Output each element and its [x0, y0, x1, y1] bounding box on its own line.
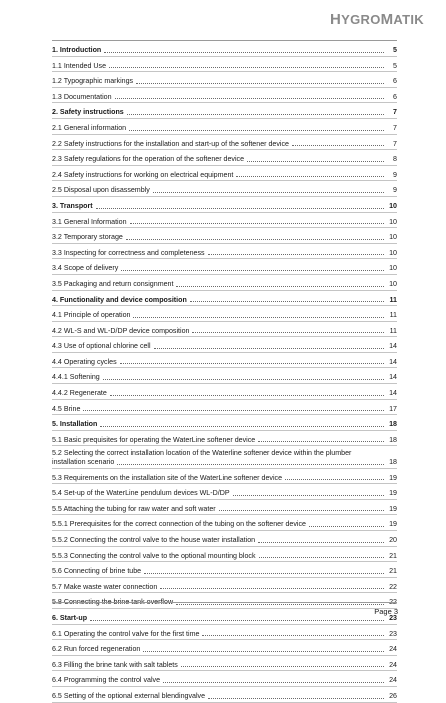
dot-leader — [208, 698, 384, 699]
toc-entry-page: 11 — [389, 295, 397, 304]
toc-entry-page: 11 — [389, 311, 397, 320]
dot-leader — [160, 588, 384, 589]
toc-entry-page: 10 — [389, 279, 397, 288]
brand-logo — [330, 11, 424, 28]
toc-entry-page: 11 — [389, 326, 397, 335]
toc-entry-title: 5.4 Set-up of the WaterLine pendulum devices WL-D/DP — [52, 489, 230, 498]
toc-entry-title: 4. Functionality and device composition — [52, 295, 187, 304]
toc-entry-title: 2.2 Safety instructions for the installation and start-up of the softener device — [52, 139, 289, 148]
toc-entry-row[interactable] — [52, 213, 397, 229]
logo-letter-h: H — [330, 11, 342, 28]
toc-entry-title: 3. Transport — [52, 201, 93, 210]
toc-entry-title: 5.6 Connecting of brine tube — [52, 567, 142, 576]
toc-entry-title: 6.1 Operating the control valve for the first time — [52, 629, 200, 638]
toc-entry-page: 10 — [389, 233, 397, 242]
toc-entry-page: 18 — [389, 458, 397, 467]
toc-entry-page: 19 — [389, 473, 397, 482]
dot-leader — [163, 682, 384, 683]
toc-entry-title: 5.7 Make waste water connection — [52, 582, 158, 591]
toc-entry-row[interactable] — [52, 88, 397, 104]
toc-entry-title: 5.1 Basic prequisites for operating the WaterLine softener device — [52, 435, 256, 444]
toc-entry-title: 6. Start-up — [52, 613, 88, 622]
toc-entry-page: 22 — [389, 598, 397, 607]
logo-letter-m: M — [380, 11, 394, 28]
toc-entry-title: 2. Safety instructions — [52, 108, 124, 117]
toc-entry-title: 3.1 General Information — [52, 217, 127, 226]
dot-leader — [121, 270, 384, 271]
toc-entry-title: 5.3 Requirements on the installation site of the WaterLine softener device — [52, 473, 283, 482]
toc-entry-title: 3.2 Temporary storage — [52, 233, 123, 242]
toc-entry-page: 8 — [393, 155, 397, 164]
dot-leader — [309, 526, 384, 527]
toc-entry-page: 18 — [389, 420, 397, 429]
dot-leader — [103, 379, 384, 380]
dot-leader — [133, 317, 384, 318]
dot-leader — [236, 176, 384, 177]
toc-entry-title: 5. Installation — [52, 420, 98, 429]
toc-entry-row[interactable] — [52, 322, 397, 338]
toc-entry-row[interactable] — [52, 400, 397, 416]
toc-entry-row[interactable] — [52, 228, 397, 244]
toc-entry-row[interactable] — [52, 275, 397, 291]
toc-entry-title: 5.5.3 Connecting the control valve to the optional mounting block — [52, 551, 256, 560]
toc-entry-page: 10 — [389, 264, 397, 273]
toc-entry-page: 14 — [389, 389, 397, 398]
toc-entry-title: 4.4 Operating cycles — [52, 357, 117, 366]
dot-leader — [190, 301, 384, 302]
toc-entry-row[interactable] — [52, 656, 397, 672]
dot-leader — [154, 348, 384, 349]
toc-entry-page: 22 — [389, 582, 397, 591]
toc-entry-title: 2.1 General information — [52, 123, 127, 132]
toc-entry-row[interactable] — [52, 562, 397, 578]
toc-section-row[interactable] — [52, 415, 397, 431]
toc-entry-title: 3.3 Inspecting for correctness and completeness — [52, 248, 205, 257]
toc-entry-page: 23 — [389, 629, 397, 638]
toc-section-row[interactable] — [52, 41, 397, 57]
dot-leader — [143, 651, 384, 652]
dot-leader — [247, 161, 384, 162]
toc-entry-page: 24 — [389, 660, 397, 669]
dot-leader — [144, 573, 384, 574]
toc-entry-row[interactable] — [52, 625, 397, 641]
toc-entry-page: 20 — [389, 536, 397, 544]
toc-entry-row[interactable] — [52, 181, 397, 197]
toc-entry-page: 7 — [393, 139, 397, 148]
dot-leader — [120, 363, 384, 364]
toc-entry-row[interactable] — [52, 431, 397, 447]
toc-entry-row[interactable] — [52, 384, 397, 400]
toc-entry-title: 5.5.1 Prerequisites for the correct connection of the tubing on the softener device — [52, 520, 306, 529]
toc-entry-page: 10 — [389, 217, 397, 226]
toc-entry-row[interactable] — [52, 446, 397, 468]
toc-entry-page: 23 — [389, 613, 397, 622]
toc-entry-continuation — [52, 458, 397, 467]
toc-entry-row[interactable] — [52, 469, 397, 485]
toc-entry-page: 24 — [389, 676, 397, 685]
toc-entry-page: 24 — [389, 645, 397, 654]
toc-entry-title: 6.4 Programming the control valve — [52, 676, 161, 685]
dot-leader — [90, 620, 384, 621]
toc-section-row[interactable] — [52, 197, 397, 213]
dot-leader — [136, 83, 384, 84]
dot-leader — [219, 510, 384, 511]
toc-entry-row[interactable] — [52, 259, 397, 275]
toc-section-row[interactable] — [52, 609, 397, 625]
toc-entry-row[interactable] — [52, 244, 397, 260]
toc-entry-row[interactable] — [52, 166, 397, 182]
toc-entry-row[interactable] — [52, 484, 397, 500]
dot-leader — [100, 426, 384, 427]
logo-text-ygro: YGRO — [341, 12, 381, 27]
toc-entry-row[interactable] — [52, 500, 397, 516]
toc-entry-page: 6 — [393, 92, 397, 101]
dot-leader — [258, 542, 384, 543]
toc-entry-page: 26 — [389, 691, 397, 700]
dot-leader — [129, 130, 384, 131]
dot-leader — [110, 395, 384, 396]
toc-entry-row[interactable] — [52, 119, 397, 135]
toc-entry-title: 6.5 Setting of the optional external blendingvalve — [52, 691, 206, 700]
toc-section-row[interactable] — [52, 103, 397, 119]
toc-entry-page: 21 — [389, 567, 397, 576]
toc-entry-title: 3.4 Scope of delivery — [52, 264, 119, 273]
toc-entry-row[interactable] — [52, 337, 397, 353]
toc-entry-row[interactable] — [52, 578, 397, 594]
footer-divider — [52, 602, 397, 603]
toc-entry-page: 10 — [389, 201, 397, 210]
toc-entry-row[interactable] — [52, 687, 397, 703]
toc-entry-row[interactable] — [52, 72, 397, 88]
toc-entry-page: 19 — [389, 489, 397, 498]
dot-leader — [153, 192, 384, 193]
dot-leader — [181, 666, 384, 667]
dot-leader — [202, 635, 384, 636]
logo-text-atik: ATIK — [393, 12, 424, 27]
dot-leader — [130, 223, 384, 224]
toc-entry-title: 2.3 Safety regulations for the operation of the softener device — [52, 155, 245, 164]
dot-leader — [126, 239, 384, 240]
toc-entry-title: 4.5 Brine — [52, 404, 81, 413]
toc-entry-title: 5.5.2 Connecting the control valve to the house water installation — [52, 536, 256, 544]
toc-entry-title: 3.5 Packaging and return consignment — [52, 279, 174, 288]
toc-entry-page: 9 — [393, 186, 397, 195]
toc-entry-page: 21 — [389, 551, 397, 560]
toc-entry-row[interactable] — [52, 547, 397, 563]
toc-entry-title: 5.8 Connecting the brine tank overflow — [52, 598, 174, 607]
toc-entry-row[interactable] — [52, 353, 397, 369]
toc-entry-title: 6.2 Run forced regeneration — [52, 645, 141, 654]
toc-entry-title: 4.4.1 Softening — [52, 373, 100, 382]
dot-leader — [233, 495, 384, 496]
toc-entry-title: 2.4 Safety instructions for working on electrical equipment — [52, 170, 234, 179]
toc-entry-title: 1.2 Typographic markings — [52, 77, 134, 86]
dot-leader — [176, 286, 384, 287]
toc-section-row[interactable] — [52, 291, 397, 307]
toc-entry-row[interactable] — [52, 671, 397, 687]
dot-leader — [208, 254, 384, 255]
toc-entry-row[interactable] — [52, 368, 397, 384]
toc-entry-title: 1. Introduction — [52, 46, 102, 54]
toc-entry-page: 19 — [389, 520, 397, 529]
toc-entry-page: 14 — [389, 357, 397, 366]
toc-entry-page: 14 — [389, 373, 397, 382]
dot-leader — [109, 67, 384, 68]
toc-entry-row[interactable] — [52, 135, 397, 151]
toc-entry-row[interactable] — [52, 640, 397, 656]
dot-leader — [258, 441, 384, 442]
toc-entry-title: 4.1 Principle of operation — [52, 311, 131, 320]
toc-entry-page: 7 — [393, 108, 397, 117]
dot-leader — [96, 208, 384, 209]
dot-leader — [285, 479, 384, 480]
toc-entry-row[interactable] — [52, 306, 397, 322]
toc-entry-title: 4.2 WL-S and WL-D/DP device composition — [52, 326, 190, 335]
toc-entry-page: 10 — [389, 248, 397, 257]
toc-entry-title-continued: installation scenario — [52, 458, 115, 467]
toc-entry-title: 4.4.2 Regenerate — [52, 389, 107, 398]
toc-entry-page: 19 — [389, 504, 397, 513]
toc-entry-page: 5 — [393, 46, 397, 54]
toc-entry-page: 14 — [389, 342, 397, 351]
toc-entry-title: 5.5 Attaching the tubing for raw water and soft water — [52, 504, 216, 513]
toc-entry-title: 1.3 Documentation — [52, 92, 112, 101]
toc-entry-row[interactable] — [52, 150, 397, 166]
toc-entry-page: 6 — [393, 77, 397, 86]
dot-leader — [292, 145, 384, 146]
toc-entry-row[interactable] — [52, 531, 397, 547]
dot-leader — [192, 332, 384, 333]
toc-entry-title: 5.2 Selecting the correct installation location of the Waterline softener device within the plumber — [52, 449, 352, 458]
dot-leader — [259, 557, 385, 558]
toc-entry-page: 9 — [393, 170, 397, 179]
toc-entry-title: 2.5 Disposal upon disassembly — [52, 186, 150, 195]
dot-leader — [117, 464, 384, 465]
dot-leader — [127, 114, 384, 115]
toc-entry-page: 7 — [393, 123, 397, 132]
dot-leader — [83, 410, 384, 411]
toc-entry-title: 4.3 Use of optional chlorine cell — [52, 342, 151, 351]
toc-entry-page: 18 — [389, 435, 397, 444]
toc-entry-page: 17 — [389, 404, 397, 413]
table-of-contents — [52, 40, 397, 703]
dot-leader — [115, 98, 384, 99]
page-number: Page 3 — [374, 607, 398, 616]
toc-entry-title: 1.1 Intended Use — [52, 61, 107, 70]
toc-entry-page: 5 — [393, 61, 397, 70]
toc-entry-row[interactable] — [52, 57, 397, 73]
toc-entry-title: 6.3 Filling the brine tank with salt tablets — [52, 660, 178, 669]
dot-leader — [176, 604, 384, 605]
dot-leader — [104, 52, 384, 53]
toc-entry-row[interactable] — [52, 515, 397, 531]
